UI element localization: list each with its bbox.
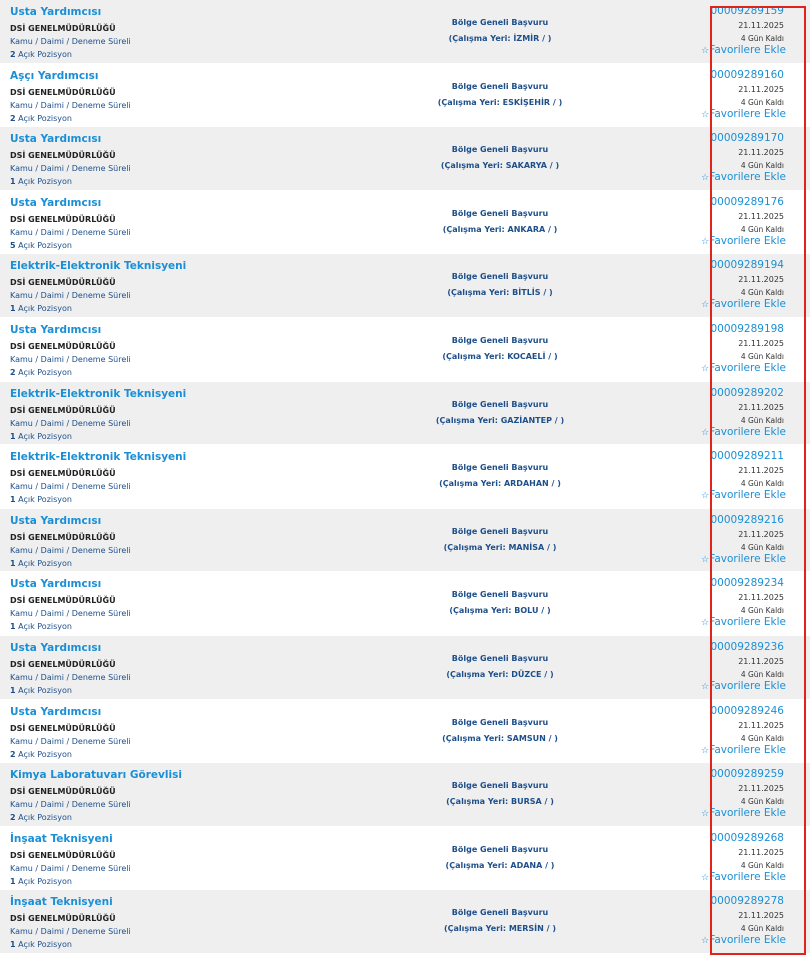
listing-date: 21.11.2025 bbox=[738, 275, 784, 285]
days-left: 4 Gün Kaldı bbox=[740, 860, 784, 870]
listing-date: 21.11.2025 bbox=[738, 656, 784, 666]
listing-date: 21.11.2025 bbox=[738, 21, 784, 30]
listing-code-link[interactable]: 00009289170 bbox=[710, 132, 784, 145]
application-scope: Bölge Geneli Başvuru bbox=[451, 463, 549, 473]
work-location: (Çalışma Yeri: BİTLİS / ) bbox=[447, 288, 553, 298]
days-left: 4 Gün Kaldı bbox=[740, 97, 784, 107]
job-listing-row bbox=[0, 509, 810, 573]
open-positions-count: 1 bbox=[10, 304, 16, 314]
days-left: 4 Gün Kaldı bbox=[740, 606, 784, 616]
job-title-link[interactable]: Aşçı Yardımcısı bbox=[10, 69, 99, 82]
work-location: (Çalışma Yeri: ARDAHAN / ) bbox=[439, 479, 561, 489]
open-positions-label: Açık Pozisyon bbox=[18, 940, 72, 950]
job-title-link[interactable]: Usta Yardımcısı bbox=[10, 514, 102, 527]
open-positions-label: Açık Pozisyon bbox=[18, 240, 72, 250]
employment-type: Kamu / Daimi / Deneme Süreli bbox=[10, 736, 131, 746]
listing-date: 21.11.2025 bbox=[738, 466, 784, 476]
add-to-favorites-label: Favorilere Ekle bbox=[709, 552, 786, 565]
job-title-link[interactable]: İnşaat Teknisyeni bbox=[10, 896, 113, 909]
application-info bbox=[380, 842, 620, 874]
days-left: 4 Gün Kaldı bbox=[740, 924, 784, 934]
listing-meta bbox=[711, 3, 785, 45]
open-positions bbox=[10, 304, 72, 313]
job-listing-row bbox=[0, 763, 810, 827]
days-left: 4 Gün Kaldı bbox=[740, 161, 784, 171]
days-left: 4 Gün Kaldı bbox=[740, 479, 784, 489]
open-positions bbox=[10, 432, 72, 441]
listing-code-link[interactable]: 00009289268 bbox=[710, 831, 784, 844]
star-outline-icon: ☆ bbox=[701, 491, 710, 502]
listing-meta bbox=[711, 512, 785, 554]
open-positions-label: Açık Pozisyon bbox=[18, 813, 72, 823]
star-outline-icon: ☆ bbox=[701, 936, 710, 947]
organization-name: DSİ GENELMÜDÜRLÜĞÜ bbox=[10, 723, 116, 733]
listing-date: 21.11.2025 bbox=[738, 402, 784, 412]
application-scope: Bölge Geneli Başvuru bbox=[451, 145, 549, 155]
application-scope: Bölge Geneli Başvuru bbox=[451, 18, 549, 27]
star-outline-icon: ☆ bbox=[701, 809, 710, 820]
work-location: (Çalışma Yeri: MANİSA / ) bbox=[443, 542, 557, 552]
application-info bbox=[380, 651, 620, 683]
listing-date: 21.11.2025 bbox=[738, 529, 784, 539]
listing-date: 21.11.2025 bbox=[738, 148, 784, 158]
job-listing-row bbox=[0, 700, 810, 764]
add-to-favorites-link[interactable] bbox=[701, 489, 786, 501]
application-info bbox=[380, 715, 620, 747]
job-title-link[interactable]: Kimya Laboratuvarı Görevlisi bbox=[10, 769, 182, 782]
listing-date: 21.11.2025 bbox=[738, 911, 784, 921]
days-left: 4 Gün Kaldı bbox=[740, 669, 784, 679]
open-positions-label: Açık Pozisyon bbox=[18, 304, 72, 314]
star-outline-icon: ☆ bbox=[701, 745, 710, 756]
job-listing-row bbox=[0, 64, 810, 128]
listing-code-link[interactable]: 00009289216 bbox=[710, 513, 784, 526]
open-positions bbox=[10, 114, 72, 123]
listing-date: 21.11.2025 bbox=[738, 84, 784, 94]
organization-name: DSİ GENELMÜDÜRLÜĞÜ bbox=[10, 532, 116, 542]
job-title-link[interactable]: Elektrik-Elektronik Teknisyeni bbox=[10, 451, 187, 464]
application-scope: Bölge Geneli Başvuru bbox=[451, 399, 549, 409]
application-info bbox=[380, 79, 620, 111]
add-to-favorites-link[interactable] bbox=[701, 108, 786, 120]
star-outline-icon: ☆ bbox=[701, 681, 710, 692]
listing-code-link[interactable]: 00009289236 bbox=[710, 640, 784, 653]
open-positions-label: Açık Pozisyon bbox=[18, 495, 72, 505]
star-outline-icon: ☆ bbox=[701, 427, 710, 438]
add-to-favorites-link[interactable] bbox=[701, 616, 786, 628]
listing-code-link[interactable]: 00009289246 bbox=[710, 704, 784, 717]
open-positions-count: 1 bbox=[10, 558, 16, 568]
add-to-favorites-label: Favorilere Ekle bbox=[709, 234, 786, 247]
add-to-favorites-link[interactable] bbox=[701, 553, 786, 565]
work-location: (Çalışma Yeri: ESKİŞEHİR / ) bbox=[437, 97, 563, 107]
job-title-link[interactable]: Usta Yardımcısı bbox=[10, 196, 102, 209]
work-location: (Çalışma Yeri: GAZİANTEP / ) bbox=[435, 415, 565, 425]
add-to-favorites-label: Favorilere Ekle bbox=[709, 171, 786, 184]
application-scope: Bölge Geneli Başvuru bbox=[451, 81, 549, 91]
employment-type: Kamu / Daimi / Deneme Süreli bbox=[10, 672, 131, 682]
days-left: 4 Gün Kaldı bbox=[740, 733, 784, 743]
add-to-favorites-label: Favorilere Ekle bbox=[709, 807, 786, 820]
add-to-favorites-label: Favorilere Ekle bbox=[709, 679, 786, 692]
application-scope: Bölge Geneli Başvuru bbox=[451, 781, 549, 791]
employment-type: Kamu / Daimi / Deneme Süreli bbox=[10, 545, 131, 555]
listing-meta bbox=[711, 766, 785, 808]
listing-code-link[interactable]: 00009289176 bbox=[710, 195, 784, 208]
open-positions bbox=[10, 940, 72, 949]
employment-type: Kamu / Daimi / Deneme Süreli bbox=[10, 37, 131, 46]
open-positions-label: Açık Pozisyon bbox=[18, 431, 72, 441]
star-outline-icon: ☆ bbox=[701, 363, 710, 374]
organization-name: DSİ GENELMÜDÜRLÜĞÜ bbox=[10, 278, 116, 288]
listing-meta bbox=[711, 385, 785, 427]
application-info bbox=[380, 778, 620, 810]
star-outline-icon: ☆ bbox=[701, 300, 710, 311]
listing-meta bbox=[711, 575, 785, 617]
organization-name: DSİ GENELMÜDÜRLÜĞÜ bbox=[10, 87, 116, 97]
application-info bbox=[380, 460, 620, 492]
days-left: 4 Gün Kaldı bbox=[740, 542, 784, 552]
job-listing-row bbox=[0, 382, 810, 446]
open-positions-label: Açık Pozisyon bbox=[18, 876, 72, 886]
listing-meta bbox=[711, 194, 785, 236]
listing-meta bbox=[711, 448, 785, 490]
listing-meta bbox=[711, 639, 785, 681]
application-info bbox=[380, 587, 620, 619]
days-left: 4 Gün Kaldı bbox=[740, 288, 784, 298]
open-positions-count: 2 bbox=[10, 813, 16, 823]
application-scope: Bölge Geneli Başvuru bbox=[451, 653, 549, 663]
application-info bbox=[380, 206, 620, 238]
listing-date: 21.11.2025 bbox=[738, 847, 784, 857]
listing-meta bbox=[711, 67, 785, 109]
star-outline-icon: ☆ bbox=[701, 236, 710, 247]
listing-date: 21.11.2025 bbox=[738, 720, 784, 730]
employment-type: Kamu / Daimi / Deneme Süreli bbox=[10, 482, 131, 492]
add-to-favorites-link[interactable] bbox=[701, 171, 786, 183]
application-info bbox=[380, 15, 620, 47]
work-location: (Çalışma Yeri: KOCAELİ / ) bbox=[442, 351, 558, 361]
job-title-link[interactable]: Usta Yardımcısı bbox=[10, 705, 102, 718]
application-scope: Bölge Geneli Başvuru bbox=[451, 908, 549, 918]
open-positions-count: 2 bbox=[10, 50, 16, 59]
open-positions bbox=[10, 495, 72, 504]
work-location: (Çalışma Yeri: ADANA / ) bbox=[445, 860, 555, 870]
listing-code-link[interactable]: 00009289159 bbox=[710, 5, 784, 17]
add-to-favorites-label: Favorilere Ekle bbox=[709, 870, 786, 883]
add-to-favorites-label: Favorilere Ekle bbox=[709, 425, 786, 438]
listing-code-link[interactable]: 00009289259 bbox=[710, 768, 784, 781]
organization-name: DSİ GENELMÜDÜRLÜĞÜ bbox=[10, 341, 116, 351]
open-positions bbox=[10, 622, 72, 631]
job-listing-row bbox=[0, 445, 810, 509]
listing-code-link[interactable]: 00009289160 bbox=[710, 68, 784, 81]
star-outline-icon: ☆ bbox=[701, 173, 710, 184]
open-positions bbox=[10, 750, 72, 759]
open-positions-label: Açık Pozisyon bbox=[18, 622, 72, 632]
add-to-favorites-link[interactable] bbox=[701, 426, 786, 438]
employment-type: Kamu / Daimi / Deneme Süreli bbox=[10, 291, 131, 301]
employment-type: Kamu / Daimi / Deneme Süreli bbox=[10, 164, 131, 174]
job-title-link[interactable]: Usta Yardımcısı bbox=[10, 133, 102, 146]
listing-code-link[interactable]: 00009289211 bbox=[710, 450, 784, 463]
open-positions bbox=[10, 686, 72, 695]
job-title-link[interactable]: Usta Yardımcısı bbox=[10, 641, 102, 654]
organization-name: DSİ GENELMÜDÜRLÜĞÜ bbox=[10, 24, 116, 33]
open-positions-label: Açık Pozisyon bbox=[18, 749, 72, 759]
organization-name: DSİ GENELMÜDÜRLÜĞÜ bbox=[10, 787, 116, 797]
open-positions-label: Açık Pozisyon bbox=[18, 558, 72, 568]
work-location: (Çalışma Yeri: MERSİN / ) bbox=[443, 924, 556, 934]
open-positions-label: Açık Pozisyon bbox=[18, 367, 72, 377]
job-listing-row bbox=[0, 827, 810, 891]
open-positions bbox=[10, 813, 72, 822]
add-to-favorites-link[interactable] bbox=[701, 44, 786, 56]
open-positions bbox=[10, 241, 72, 250]
application-info bbox=[380, 905, 620, 937]
listing-meta bbox=[711, 893, 785, 935]
organization-name: DSİ GENELMÜDÜRLÜĞÜ bbox=[10, 214, 116, 224]
add-to-favorites-label: Favorilere Ekle bbox=[709, 934, 786, 947]
job-title-link[interactable]: Elektrik-Elektronik Teknisyeni bbox=[10, 260, 187, 273]
job-listing-row bbox=[0, 254, 810, 318]
open-positions-count: 1 bbox=[10, 685, 16, 695]
application-info bbox=[380, 142, 620, 174]
add-to-favorites-link[interactable] bbox=[701, 362, 786, 374]
application-scope: Bölge Geneli Başvuru bbox=[451, 526, 549, 536]
days-left: 4 Gün Kaldı bbox=[740, 224, 784, 234]
add-to-favorites-label: Favorilere Ekle bbox=[709, 107, 786, 120]
open-positions bbox=[10, 50, 72, 59]
open-positions bbox=[10, 877, 72, 886]
organization-name: DSİ GENELMÜDÜRLÜĞÜ bbox=[10, 469, 116, 479]
listing-meta bbox=[711, 257, 785, 299]
open-positions-count: 5 bbox=[10, 240, 16, 250]
employment-type: Kamu / Daimi / Deneme Süreli bbox=[10, 227, 131, 237]
job-listing-row bbox=[0, 636, 810, 700]
add-to-favorites-label: Favorilere Ekle bbox=[709, 361, 786, 374]
add-to-favorites-label: Favorilere Ekle bbox=[709, 44, 786, 56]
listing-date: 21.11.2025 bbox=[738, 784, 784, 794]
application-scope: Bölge Geneli Başvuru bbox=[451, 590, 549, 600]
open-positions bbox=[10, 559, 72, 568]
star-outline-icon: ☆ bbox=[701, 872, 710, 883]
open-positions-label: Açık Pozisyon bbox=[18, 113, 72, 123]
open-positions-count: 1 bbox=[10, 431, 16, 441]
add-to-favorites-link[interactable] bbox=[701, 235, 786, 247]
days-left: 4 Gün Kaldı bbox=[740, 34, 784, 43]
listing-meta bbox=[711, 703, 785, 745]
organization-name: DSİ GENELMÜDÜRLÜĞÜ bbox=[10, 850, 116, 860]
listing-code-link[interactable]: 00009289198 bbox=[710, 322, 784, 335]
add-to-favorites-link[interactable] bbox=[701, 807, 786, 819]
job-listing-row bbox=[0, 318, 810, 382]
open-positions-count: 1 bbox=[10, 876, 16, 886]
open-positions-label: Açık Pozisyon bbox=[18, 685, 72, 695]
listing-date: 21.11.2025 bbox=[738, 593, 784, 603]
organization-name: DSİ GENELMÜDÜRLÜĞÜ bbox=[10, 151, 116, 161]
open-positions bbox=[10, 368, 72, 377]
application-info bbox=[380, 269, 620, 301]
job-title-link[interactable]: Usta Yardımcısı bbox=[10, 578, 102, 591]
employment-type: Kamu / Daimi / Deneme Süreli bbox=[10, 100, 131, 110]
job-title-link[interactable]: Elektrik-Elektronik Teknisyeni bbox=[10, 387, 187, 400]
add-to-favorites-label: Favorilere Ekle bbox=[709, 616, 786, 629]
job-listing-row bbox=[0, 191, 810, 255]
star-outline-icon: ☆ bbox=[701, 618, 710, 629]
open-positions-label: Açık Pozisyon bbox=[18, 177, 72, 187]
listing-meta bbox=[711, 130, 785, 172]
employment-type: Kamu / Daimi / Deneme Süreli bbox=[10, 863, 131, 873]
open-positions-count: 1 bbox=[10, 495, 16, 505]
organization-name: DSİ GENELMÜDÜRLÜĞÜ bbox=[10, 659, 116, 669]
organization-name: DSİ GENELMÜDÜRLÜĞÜ bbox=[10, 596, 116, 606]
add-to-favorites-label: Favorilere Ekle bbox=[709, 743, 786, 756]
application-scope: Bölge Geneli Başvuru bbox=[451, 208, 549, 218]
work-location: (Çalışma Yeri: BURSA / ) bbox=[446, 797, 554, 807]
application-info bbox=[380, 333, 620, 365]
application-scope: Bölge Geneli Başvuru bbox=[451, 335, 549, 345]
listing-date: 21.11.2025 bbox=[738, 338, 784, 348]
job-title-link[interactable]: Usta Yardımcısı bbox=[10, 323, 102, 336]
job-listing-row bbox=[0, 572, 810, 636]
employment-type: Kamu / Daimi / Deneme Süreli bbox=[10, 927, 131, 937]
open-positions-count: 2 bbox=[10, 113, 16, 123]
work-location: (Çalışma Yeri: DÜZCE / ) bbox=[446, 669, 554, 679]
listing-code-link[interactable]: 00009289234 bbox=[710, 577, 784, 590]
add-to-favorites-link[interactable] bbox=[701, 871, 786, 883]
application-info bbox=[380, 397, 620, 429]
employment-type: Kamu / Daimi / Deneme Süreli bbox=[10, 609, 131, 619]
add-to-favorites-link[interactable] bbox=[701, 744, 786, 756]
listing-meta bbox=[711, 321, 785, 363]
star-outline-icon: ☆ bbox=[701, 109, 710, 120]
add-to-favorites-link[interactable] bbox=[701, 298, 786, 310]
application-scope: Bölge Geneli Başvuru bbox=[451, 272, 549, 282]
organization-name: DSİ GENELMÜDÜRLÜĞÜ bbox=[10, 914, 116, 924]
open-positions-count: 1 bbox=[10, 622, 16, 632]
open-positions-count: 1 bbox=[10, 940, 16, 950]
job-title-link[interactable]: İnşaat Teknisyeni bbox=[10, 832, 113, 845]
add-to-favorites-label: Favorilere Ekle bbox=[709, 489, 786, 502]
organization-name: DSİ GENELMÜDÜRLÜĞÜ bbox=[10, 405, 116, 415]
job-listing-row bbox=[0, 127, 810, 191]
application-info bbox=[380, 524, 620, 556]
listing-date: 21.11.2025 bbox=[738, 211, 784, 221]
add-to-favorites-link[interactable] bbox=[701, 934, 786, 946]
open-positions bbox=[10, 177, 72, 186]
open-positions-count: 2 bbox=[10, 749, 16, 759]
days-left: 4 Gün Kaldı bbox=[740, 351, 784, 361]
listing-code-link[interactable]: 00009289202 bbox=[710, 386, 784, 399]
open-positions-count: 1 bbox=[10, 177, 16, 187]
job-listing-row bbox=[0, 890, 810, 954]
employment-type: Kamu / Daimi / Deneme Süreli bbox=[10, 418, 131, 428]
days-left: 4 Gün Kaldı bbox=[740, 415, 784, 425]
application-scope: Bölge Geneli Başvuru bbox=[451, 844, 549, 854]
add-to-favorites-link[interactable] bbox=[701, 680, 786, 692]
listing-code-link[interactable]: 00009289278 bbox=[710, 895, 784, 908]
work-location: (Çalışma Yeri: SAKARYA / ) bbox=[440, 161, 560, 171]
add-to-favorites-label: Favorilere Ekle bbox=[709, 298, 786, 311]
listing-meta bbox=[711, 830, 785, 872]
employment-type: Kamu / Daimi / Deneme Süreli bbox=[10, 800, 131, 810]
application-scope: Bölge Geneli Başvuru bbox=[451, 717, 549, 727]
star-outline-icon: ☆ bbox=[701, 554, 710, 565]
employment-type: Kamu / Daimi / Deneme Süreli bbox=[10, 354, 131, 364]
open-positions-count: 2 bbox=[10, 367, 16, 377]
work-location: (Çalışma Yeri: ANKARA / ) bbox=[442, 224, 558, 234]
job-listing-row bbox=[0, 0, 810, 64]
open-positions-label: Açık Pozisyon bbox=[18, 50, 72, 59]
work-location: (Çalışma Yeri: BOLU / ) bbox=[449, 606, 551, 616]
star-outline-icon: ☆ bbox=[701, 46, 710, 56]
listing-code-link[interactable]: 00009289194 bbox=[710, 259, 784, 272]
work-location: (Çalışma Yeri: İZMİR / ) bbox=[448, 34, 552, 43]
work-location: (Çalışma Yeri: SAMSUN / ) bbox=[442, 733, 558, 743]
job-title-link[interactable]: Usta Yardımcısı bbox=[10, 6, 102, 18]
days-left: 4 Gün Kaldı bbox=[740, 797, 784, 807]
